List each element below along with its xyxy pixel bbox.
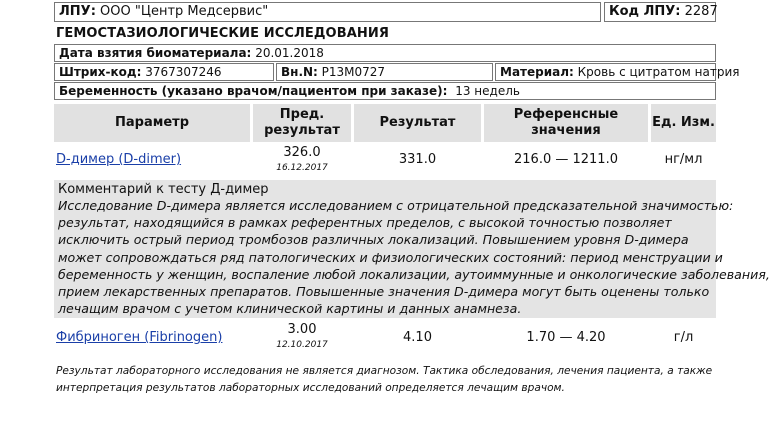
collection-date-field	[54, 44, 716, 62]
column-header-result: Результат	[354, 104, 481, 142]
comment-line: Исследование D-димера является исследованием с отрицательной предсказательной значимостью:	[58, 198, 734, 213]
disclaimer-line: Результат лабораторного исследования не является диагнозом. Тактика обследования, лечения пациента, а также	[56, 365, 713, 377]
table-cell-reference: 1.70 — 4.20	[526, 330, 606, 345]
table-cell-previous-result	[253, 322, 351, 350]
section-title: ГЕМОСТАЗИОЛОГИЧЕСКИЕ ИССЛЕДОВАНИЯ	[56, 26, 389, 41]
table-cell-unit: нг/мл	[664, 152, 703, 167]
barcode-label: Штрих-код:	[59, 65, 142, 79]
internal-number-label: Вн.N:	[281, 65, 318, 79]
lpu-value: ООО "Центр Медсервис"	[100, 4, 269, 19]
lpu-code-label: Код ЛПУ:	[609, 4, 681, 19]
disclaimer	[56, 363, 716, 397]
table-cell-unit: г/л	[673, 330, 694, 345]
barcode-value: 3767307246	[145, 65, 222, 79]
previous-result-date: 12.10.2017	[276, 340, 328, 350]
previous-result-value: 326.0	[283, 145, 321, 160]
material-label: Материал:	[500, 65, 574, 79]
pregnancy-label: Беременность (указано врачом/пациентом при заказе):	[59, 84, 448, 98]
column-header-reference: Референсные значения	[484, 104, 648, 142]
material-value: Кровь с цитратом натрия	[577, 65, 740, 79]
table-cell-previous-result	[253, 145, 351, 173]
comment-line: прием лекарственных препаратов. Повышенные значения D-димера могут быть оценены только	[58, 284, 710, 300]
comment-line: исключить острый период тромбозов различных локализаций. Повышением уровня D-димера	[58, 232, 689, 248]
table-cell-reference: 216.0 — 1211.0	[514, 152, 618, 167]
internal-number-field	[276, 63, 493, 81]
table-cell-result: 4.10	[403, 330, 432, 345]
lpu-field	[54, 2, 601, 22]
d-dimer-comment	[54, 180, 770, 318]
lpu-code-value: 2287	[684, 4, 718, 19]
lpu-code-field	[604, 2, 716, 22]
previous-result-date: 16.12.2017	[276, 163, 328, 173]
comment-line: результат, находящийся в рамках референтных пределов, с высокой точностью позволяет	[58, 215, 672, 231]
collection-date-label: Дата взятия биоматериала:	[59, 46, 252, 60]
comment-text	[58, 197, 770, 317]
comment-line: беременность у женщин, воспаление любой локализации, аутоиммунные и онкологические заболевания,	[58, 266, 770, 282]
pregnancy-field	[54, 82, 716, 100]
material-field	[495, 63, 740, 81]
previous-result-header-line-2: результат	[264, 123, 340, 138]
previous-result-value: 3.00	[287, 322, 317, 337]
comment-line: лечащим врачом с учетом клинической картины и данных анамнеза.	[58, 301, 522, 317]
collection-date-value: 20.01.2018	[255, 46, 324, 60]
disclaimer-line: интерпретация результатов лабораторных исследований определяется лечащим врачом.	[56, 382, 565, 394]
previous-result-header-line-1: Пред.	[279, 107, 325, 122]
comment-title: Комментарий к тесту Д-димер	[58, 182, 269, 197]
table-cell-result: 331.0	[398, 152, 437, 167]
internal-number-value: P13M0727	[321, 65, 386, 79]
test-link-fibrinogen[interactable]: Фибриноген (Fibrinogen)	[56, 330, 223, 345]
pregnancy-value: 13 недель	[455, 84, 520, 98]
test-link-d-dimer[interactable]: D-димер (D-dimer)	[56, 152, 182, 167]
column-header-unit: Ед. Изм.	[651, 104, 716, 142]
column-header-parameter: Параметр	[54, 104, 250, 142]
barcode-field	[54, 63, 274, 81]
comment-line: может сопровождаться ряд патологических и физиологических состояний: период менструации и	[58, 249, 723, 265]
lpu-label: ЛПУ:	[59, 4, 96, 19]
column-header-previous-result	[253, 104, 351, 142]
